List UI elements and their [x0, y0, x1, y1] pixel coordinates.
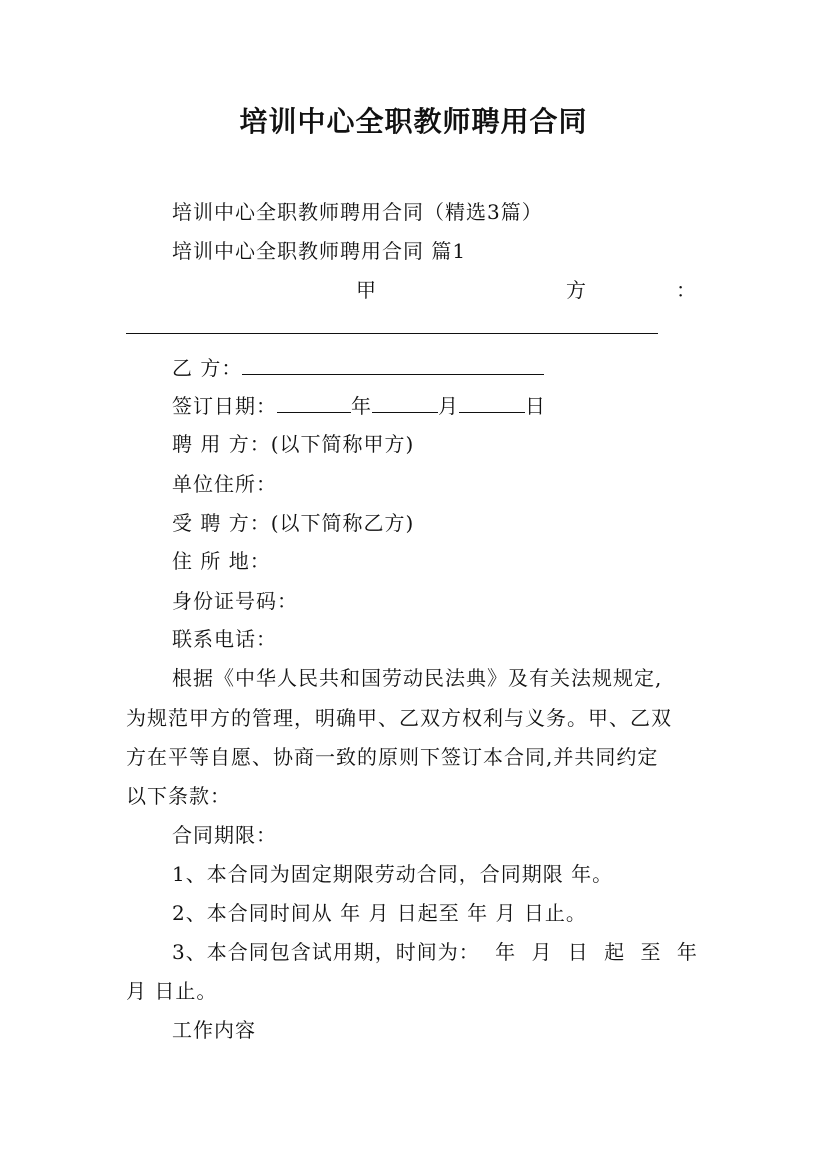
term-heading: 合同期限： — [172, 823, 277, 847]
year-blank — [277, 392, 351, 413]
subtitle: 培训中心全职教师聘用合同（精选3篇） — [172, 200, 543, 224]
day-label: 日 — [525, 394, 546, 418]
party-b-label: 乙 方： — [172, 356, 243, 380]
document-title: 培训中心全职教师聘用合同 — [239, 105, 588, 138]
term-item-2: 2、本合同时间从 年 月 日起至 年 月 日止。 — [172, 901, 587, 925]
employee-address-line: 住 所 地： — [172, 549, 271, 573]
month-blank — [372, 392, 438, 413]
para1-line3: 方在平等自愿、协商一致的原则下签订本合同,并共同约定 — [126, 745, 659, 769]
employee-line: 受 聘 方：(以下简称乙方) — [172, 511, 415, 535]
party-b-blank — [242, 354, 544, 375]
phone-line: 联系电话： — [172, 627, 277, 651]
month-label: 月 — [438, 394, 459, 418]
id-number-line: 身份证号码： — [172, 589, 298, 613]
party-b-row — [172, 354, 544, 382]
party-a-char1: 甲 — [356, 278, 377, 302]
employer-line: 聘 用 方：(以下简称甲方) — [172, 432, 415, 456]
work-heading: 工作内容 — [172, 1018, 256, 1042]
year-label: 年 — [351, 394, 372, 418]
term-item-1: 1、本合同为固定期限劳动合同，合同期限 年。 — [172, 862, 614, 886]
sign-date-label: 签订日期： — [172, 394, 277, 418]
term-item-3-line2: 月 日止。 — [126, 979, 218, 1003]
part-heading: 培训中心全职教师聘用合同 篇1 — [172, 239, 467, 263]
para1-line1: 根据《中华人民共和国劳动民法典》及有关法规规定, — [172, 666, 663, 690]
party-a-underline — [126, 333, 658, 334]
sign-date-row — [172, 392, 546, 420]
day-blank — [459, 392, 525, 413]
party-a-char2: 方 — [566, 278, 587, 302]
term-item-3-line1: 3、本合同包含试用期，时间为： 年 月 日 起 至 年 — [172, 940, 698, 964]
para1-line2: 为规范甲方的管理，明确甲、乙双方权利与义务。甲、乙双 — [126, 706, 672, 730]
party-a-colon: ： — [676, 278, 697, 302]
para1-line4: 以下条款： — [126, 784, 231, 808]
employer-address-line: 单位住所： — [172, 472, 277, 496]
